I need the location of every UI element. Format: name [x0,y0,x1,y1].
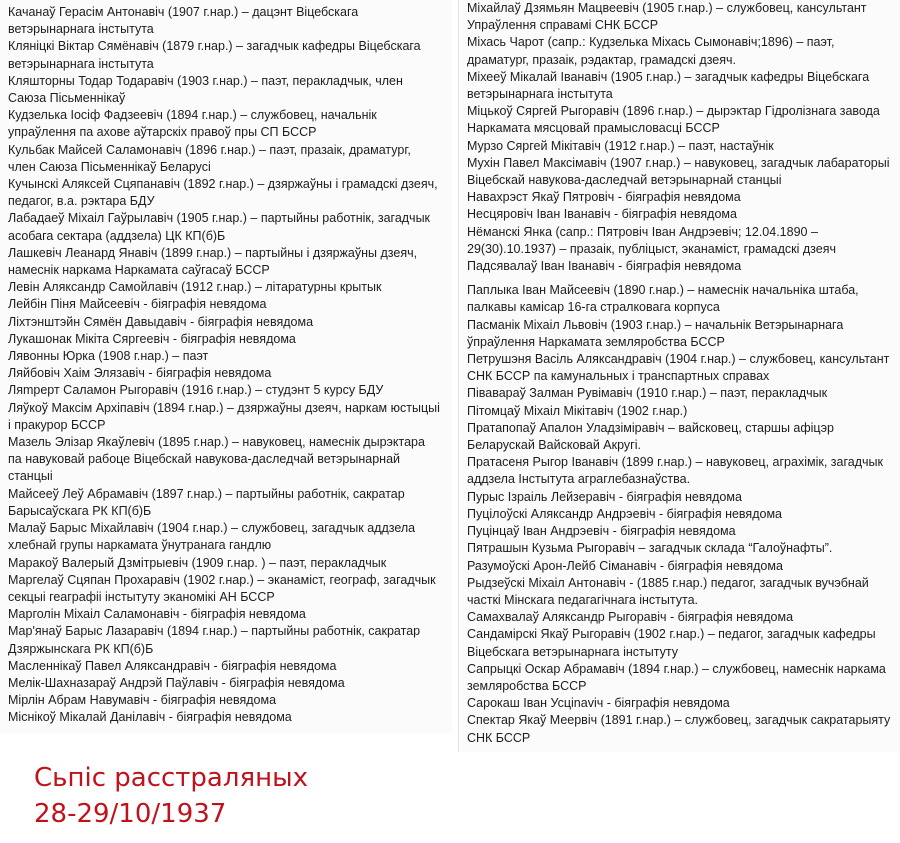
victim-entry: Ляйбовіч Хаім Элязавіч - біяграфія невядома [8,366,272,381]
victim-entry: Петрушэня Васіль Аляксандравіч (1904 г.нар.) – службовец, кансультант СНК БССР па камунальных і транспартных справах [467,352,890,384]
victim-entry: Самахвалаў Аляксандр Рыгоравіч - біяграфія невядома [467,610,794,625]
victim-entry: Сандамірскі Якаў Рыгоравіч (1902 г.нар.) – педагог, загадчык кафедры Віцебскага ветэрынарнага інстытуту [467,627,876,659]
caption-title: Сьпіс расстраляных [34,763,309,793]
victim-entry: Нёманскі Янка (сапр.: Пятровіч Іван Андрэевіч; 12.04.1890 – 29(30).10.1937) – празаік, публіцыст, эканаміст, грамадскі дзеяч [467,224,836,256]
victim-entry: Міхась Чарот (сапр.: Кудзелька Міхась Сымонавіч;1896) – паэт, драматург, празаік, рэдактар, грамадскі дзеяч. [467,35,835,67]
victim-entry: Качанаў Герасім Антонавіч (1907 г.нар.) – дацэнт Віцебскага ветэрынарнага інстытута [8,5,359,37]
victim-entry: Мелік-Шахназараў Андрэй Паўлавіч - біяграфія невядома [8,675,345,690]
victim-entry: Лукашонак Мікіта Сяргеевіч - біяграфія невядома [8,331,296,346]
victim-entry: Марголін Міхаіл Саламонавіч - біяграфія невядома [8,607,306,622]
victim-entry: Маракоў Валерый Дзмітрыевіч (1909 г.нар. ) – паэт, перакладчык [8,555,387,570]
victim-entry: Разумоўскі Арон-Лейб Сіманавіч - біяграфія невядома [467,558,783,573]
victim-entry: Кучынскі Аляксей Сцяпанавіч (1892 г.нар.) – дзяржаўны і грамадскі дзеяч, педагог, в.а. рэктара БДУ [8,177,438,209]
victim-entry: Ляmpерт Саламон Рыгоравіч (1916 г.нар.) – студэнт 5 курсу БДУ [8,383,384,398]
victim-entry: Мірлін Абрам Навумавіч - біяграфія невядома [8,693,277,708]
victim-entry: Масленнікаў Павел Аляксандравіч - біяграфія невядома [8,658,337,673]
victim-entry: Сарокаш Іван Усціnavіч - біяграфія невядома [467,696,730,711]
caption-date: 28-29/10/1937 [34,799,227,829]
victim-entry: Лявонны Юрка (1908 г.нар.) – паэт [8,349,209,364]
victim-entry: Майсееў Леў Абрамавіч (1897 г.нар.) – партыйны работнік, сакратар Барысаўскага РК КП(б)Б [8,486,405,518]
left-column [0,0,452,734]
victim-entry: Кульбак Майсей Саламонавіч (1896 г.нар.) – паэт, празаік, драматург, член Саюза Пісьменнікаў Беларусі [8,142,411,174]
victim-entry: Лабадаеў Міхаіл Гаўрылавіч (1905 г.нар.) – партыйны работнік, загадчык асобага сектара (аддзела) ЦК КП(б)Б [8,211,431,243]
right-column [458,0,900,752]
victim-entry: Малаў Барыс Міхайлавіч (1904 г.нар.) – службовец, загадчык аддзела хлебнай групы наркамата ўнутранага гандлю [8,521,416,553]
victim-entry: Навахрэст Якаў Пятровіч - біяграфія невядома [467,190,741,205]
victim-entry: Мазель Элізар Якаўлевіч (1895 г.нар.) – навуковец, намеснік дырэктара па навуковай рабоце Віцебскай навукова-даследчай ветэрынарнай станцыі [8,435,425,484]
victim-entry: Кудзелька Іосіф Фадзеевіч (1894 г.нар.) – службовец, начальнік упраўлення па ахове аўтарскіх правоў пры СП БССР [8,108,377,140]
victim-entry: Міхееў Мікалай Іванавіч (1905 г.нар.) – загадчык кафедры Віцебскага ветэрынарнага інстытута [467,69,870,102]
victim-entry: Півавараў Залман Рувімавіч (1910 г.нар.) – паэт, перакладчык [467,386,828,401]
victim-entry: Мар'янаў Барыс Лазаравіч (1894 г.нар.) – партыйны работнік, сакратар Дзяржынскага РК КП(б)Б [8,624,421,656]
caption [34,760,308,832]
victim-entry: Пуцінцаў Іван Андрэевіч - біяграфія невядома [467,524,736,539]
right-entry-list [459,0,900,747]
victim-entry: Пурыс Ізраіль Лейзеравіч - біяграфія невядома [467,489,742,504]
victim-entry: Міснікоў Мікалай Данілавіч - біяграфія невядома [8,710,292,725]
victim-entry: Пратасеня Рыгор Іванавіч (1899 г.нар.) – навуковец, аграхімік, загадчык аддзела Інстытута аграглебазнаўства. [467,455,883,487]
victim-entry: Пуцілоўскі Аляксандр Андрэевіч - біяграфія невядома [467,506,782,521]
victim-entry: Несцяровіч Іван Іванавіч - біяграфія невядома [467,207,737,222]
victim-entry: Маргелаў Сцяпан Прохаравіч (1902 г.нар.) – эканаміст, географ, загадчык секцыі геаграфіі інстытуту эканомікі АН БССР [8,572,436,604]
left-entry-list [0,0,452,727]
victim-entry: Лашкевіч Леанард Янавіч (1899 г.нар.) – партыйны і дзяржаўны дзеяч, намеснік наркама Наркамата саўгасаў БССР [8,245,418,278]
victim-entry: Сапрыцкі Оскар Абрамавіч (1894 г.нар.) – службовец, намеснік наркама земляробства БССР [467,661,886,693]
victim-entry: Мухін Павел Максімавіч (1907 г.нар.) – навуковец, загадчык лабараторыі Віцебскай навукова-даследчай ветэрынарнай станцыі [467,155,890,188]
victim-entry: Ляўкоў Максім Архіпавіч (1894 г.нар.) – дзяржаўны дзеяч, наркам юстыцыі і пракурор БССР [8,400,440,432]
victim-entry: Паплыка Іван Майсеевіч (1890 г.нар.) – намеснік начальніка штаба, палкавы камісар 16-га стралковага корпуса [467,283,859,315]
victim-entry: Міцькоў Сяргей Рыгоравіч (1896 г.нар.) – дырэктар Гідролізнага завода Наркамата мясцовай прамысловасці БССР [467,104,880,136]
victim-entry: Спектар Якаў Меервіч (1891 г.нар.) – службовец, загадчык сакратарыяту СНК БССР [467,713,891,745]
victim-entry: Пятрашын Кузьма Рыгоравіч – загадчык склада “Галоўнафты”. [467,541,833,556]
victim-entry: Падсявалаў Іван Іванавіч - біяграфія невядома [467,259,742,274]
section-gap [467,275,900,282]
victim-entry: Кляніцкі Віктар Сямёнавіч (1879 г.нар.) – загадчык кафедры Віцебскага ветэрынарнага інстытута [8,39,421,71]
victim-entry: Ліхтэнштэйн Сямён Давыдавіч - біяграфія невядома [8,314,314,329]
victim-entry: Пасманік Міхаіл Львовіч (1903 г.нар.) – начальнік Ветэрынарнага ўпраўлення Наркамата земляробства БССР [467,317,844,349]
victim-entry: Кляшторны Тодар Тодаравіч (1903 г.нар.) – паэт, перакладчык, член Саюза Пісьменнікаў [8,73,403,106]
victim-entry: Лейбін Піня Майсеевіч - біяграфія невядома [8,297,267,312]
victim-entry: Пратапопаў Апалон Уладзіміравіч – вайсковец, старшы афіцэр Беларускай Вайсковай Акругі. [467,420,834,453]
victim-entry: Рыдзеўскі Міхаіл Антонавіч - (1885 г.нар.) педагог, загадчык вучэбнай часткі Мінскага педагагічнага інстытута. [467,575,869,607]
victim-entry: Левін Аляксандр Самойлавіч (1912 г.нар.) – літаратурны крытык [8,280,382,295]
victim-entry: Мурзо Сяргей Мікітавіч (1912 г.нар.) – паэт, настаўнік [467,138,774,153]
victim-entry: Пітомцаў Міхаіл Мікітавіч (1902 г.нар.) [467,403,688,418]
victim-entry: Міхайлаў Дзямьян Мацвеевіч (1905 г.нар.) – службовец, кансультант Упраўлення справамі СНК БССР [467,1,867,33]
